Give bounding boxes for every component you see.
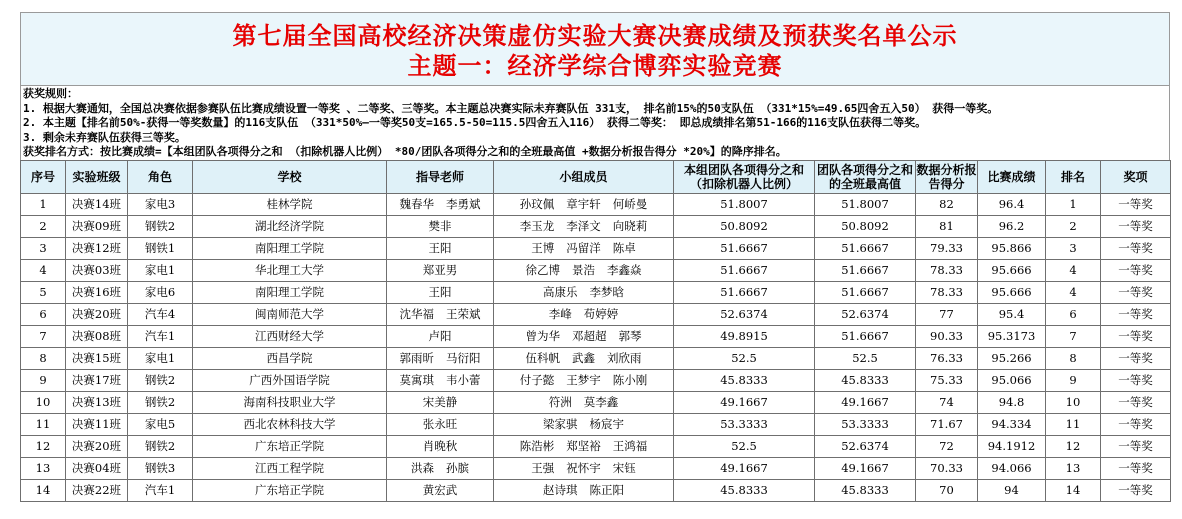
member-name: 宋钰: [612, 461, 636, 475]
member-name: 李梦晗: [589, 285, 624, 299]
table-row[interactable]: [21, 193, 1171, 215]
cell-award[interactable]: 一等奖: [1101, 237, 1171, 259]
cell-award[interactable]: 一等奖: [1101, 413, 1171, 435]
rules-heading: 获奖规则：: [23, 87, 78, 100]
cell-members[interactable]: [494, 479, 674, 501]
cell-report-score[interactable]: 74: [916, 391, 978, 413]
cell-members[interactable]: [494, 457, 674, 479]
member-name: 伍科帆: [525, 351, 560, 365]
teacher-name: 王阳: [428, 285, 452, 299]
cell-total[interactable]: 94.8: [978, 391, 1046, 413]
cell-class[interactable]: 决赛11班: [66, 413, 128, 435]
teacher-name: 洪森: [411, 461, 434, 475]
cell-no[interactable]: 9: [21, 369, 66, 391]
cell-role[interactable]: 家电6: [128, 281, 193, 303]
cell-total[interactable]: 95.266: [978, 347, 1046, 369]
cell-class[interactable]: 决赛08班: [66, 325, 128, 347]
cell-members[interactable]: [494, 391, 674, 413]
cell-teachers[interactable]: [387, 369, 494, 391]
cell-school[interactable]: 南阳理工学院: [193, 237, 387, 259]
cell-rank[interactable]: 1: [1046, 193, 1101, 215]
cell-award[interactable]: 一等奖: [1101, 281, 1171, 303]
cell-total[interactable]: 96.2: [978, 215, 1046, 237]
cell-class[interactable]: 决赛09班: [66, 215, 128, 237]
cell-class[interactable]: 决赛13班: [66, 391, 128, 413]
cell-school[interactable]: 西北农林科技大学: [193, 413, 387, 435]
sub-title: 主题一：经济学综合博弈实验竞赛: [407, 52, 783, 80]
cell-teachers[interactable]: [387, 303, 494, 325]
cell-total[interactable]: 95.066: [978, 369, 1046, 391]
table-row[interactable]: [21, 303, 1171, 325]
cell-report-score[interactable]: 75.33: [916, 369, 978, 391]
cell-no[interactable]: 8: [21, 347, 66, 369]
teacher-name: 肖晚秋: [422, 439, 458, 453]
cell-team-score[interactable]: 51.6667: [674, 259, 815, 281]
cell-no[interactable]: 7: [21, 325, 66, 347]
cell-role[interactable]: 钢铁2: [128, 435, 193, 457]
member-name: 向晓莉: [612, 219, 648, 233]
cell-rank[interactable]: 6: [1046, 303, 1101, 325]
member-name: 陈小刚: [612, 373, 648, 387]
teacher-name: 沈华福: [399, 307, 434, 321]
member-name: 李玉龙: [519, 219, 555, 233]
cell-total[interactable]: 95.866: [978, 237, 1046, 259]
table-row[interactable]: [21, 479, 1171, 501]
teacher-name: 魏春华: [399, 197, 434, 211]
table-row[interactable]: [21, 325, 1171, 347]
member-name: 王梦宇: [566, 373, 601, 387]
member-name: 冯留洋: [566, 241, 601, 255]
member-name: 何峤曼: [612, 197, 648, 211]
cell-class[interactable]: 决赛16班: [66, 281, 128, 303]
cell-report-score[interactable]: 70: [916, 479, 978, 501]
cell-no[interactable]: 12: [21, 435, 66, 457]
cell-no[interactable]: 6: [21, 303, 66, 325]
member-name: 邓超超: [572, 329, 607, 343]
cell-class[interactable]: 决赛20班: [66, 435, 128, 457]
member-name: 王博: [531, 241, 555, 255]
cell-members[interactable]: [494, 281, 674, 303]
cell-members[interactable]: [494, 237, 674, 259]
cell-award[interactable]: 一等奖: [1101, 215, 1171, 237]
cell-role[interactable]: 汽车4: [128, 303, 193, 325]
cell-no[interactable]: 10: [21, 391, 66, 413]
cell-total[interactable]: 95.3173: [978, 325, 1046, 347]
cell-class-max[interactable]: 49.1667: [815, 391, 916, 413]
cell-report-score[interactable]: 78.33: [916, 281, 978, 303]
table-row[interactable]: [21, 281, 1171, 303]
cell-report-score[interactable]: 82: [916, 193, 978, 215]
cell-award[interactable]: 一等奖: [1101, 391, 1171, 413]
col-header-role[interactable]: 角色: [128, 160, 193, 193]
cell-report-score[interactable]: 76.33: [916, 347, 978, 369]
col-header-members[interactable]: 小组成员: [494, 160, 674, 193]
cell-members[interactable]: [494, 413, 674, 435]
cell-report-score[interactable]: 90.33: [916, 325, 978, 347]
col-header-school[interactable]: 学校: [193, 160, 387, 193]
cell-role[interactable]: 家电3: [128, 193, 193, 215]
cell-award[interactable]: 一等奖: [1101, 325, 1171, 347]
cell-report-score[interactable]: 79.33: [916, 237, 978, 259]
cell-class-max[interactable]: 51.6667: [815, 281, 916, 303]
cell-class[interactable]: 决赛15班: [66, 347, 128, 369]
cell-school[interactable]: 广东培正学院: [193, 435, 387, 457]
cell-school[interactable]: 西昌学院: [193, 347, 387, 369]
member-name: 郑坚裕: [566, 439, 601, 453]
cell-teachers[interactable]: [387, 391, 494, 413]
table-row[interactable]: [21, 391, 1171, 413]
col-header-class[interactable]: 实验班级: [66, 160, 128, 193]
teacher-name: 宋美静: [422, 395, 458, 409]
teacher-name: 郭雨昕: [399, 351, 434, 365]
cell-teachers[interactable]: [387, 347, 494, 369]
member-name: 苟婷婷: [583, 307, 619, 321]
cell-members[interactable]: [494, 435, 674, 457]
cell-rank[interactable]: 2: [1046, 215, 1101, 237]
member-name: 章宇轩: [566, 197, 601, 211]
member-name: 郭琴: [618, 329, 642, 343]
cell-no[interactable]: 1: [21, 193, 66, 215]
award-rules: [20, 86, 1170, 160]
cell-class-max[interactable]: 52.6374: [815, 435, 916, 457]
cell-award[interactable]: 一等奖: [1101, 347, 1171, 369]
main-title: 第七届全国高校经济决策虚仿实验大赛决赛成绩及预获奖名单公示: [232, 22, 958, 50]
cell-rank[interactable]: 8: [1046, 347, 1101, 369]
cell-class[interactable]: 决赛20班: [66, 303, 128, 325]
col-header-team-score[interactable]: 本组团队各项得分之和（扣除机器人比例）: [674, 160, 815, 193]
cell-class[interactable]: 决赛22班: [66, 479, 128, 501]
cell-members[interactable]: [494, 215, 674, 237]
cell-teachers[interactable]: [387, 325, 494, 347]
cell-role[interactable]: 钢铁1: [128, 237, 193, 259]
member-name: 景浩: [572, 263, 595, 277]
table-row[interactable]: [21, 347, 1171, 369]
results-table: [20, 160, 1171, 502]
cell-class-max[interactable]: 51.6667: [815, 259, 916, 281]
cell-total[interactable]: 95.4: [978, 303, 1046, 325]
member-name: 武鑫: [572, 351, 595, 365]
member-name: 李泽文: [566, 219, 601, 233]
cell-award[interactable]: 一等奖: [1101, 435, 1171, 457]
cell-total[interactable]: 94: [978, 479, 1046, 501]
member-name: 陈正阳: [589, 483, 624, 497]
cell-rank[interactable]: 7: [1046, 325, 1101, 347]
table-row[interactable]: [21, 259, 1171, 281]
cell-school[interactable]: 华北理工大学: [193, 259, 387, 281]
cell-class-max[interactable]: 53.3333: [815, 413, 916, 435]
col-header-total[interactable]: 比赛成绩: [978, 160, 1046, 193]
table-row[interactable]: [21, 215, 1171, 237]
cell-award[interactable]: 一等奖: [1101, 259, 1171, 281]
table-row[interactable]: [21, 457, 1171, 479]
member-name: 高康乐: [543, 285, 578, 299]
cell-class-max[interactable]: 50.8092: [815, 215, 916, 237]
cell-rank[interactable]: 14: [1046, 479, 1101, 501]
cell-members[interactable]: [494, 325, 674, 347]
teacher-name: 黄宏武: [422, 483, 458, 497]
cell-role[interactable]: 汽车1: [128, 479, 193, 501]
rule-line: 2. 本主题【排名前50%-获得一等奖数量】的116支队伍 （331*50%—一等奖50支=165.5-50=115.5四舍五入116） 获得二等奖： 即总成绩排名第51-166的116支队伍获得二等奖。: [23, 116, 927, 129]
cell-members[interactable]: [494, 347, 674, 369]
teacher-name: 莫寓琪: [399, 373, 434, 387]
teacher-name: 王荣斌: [446, 307, 481, 321]
cell-role[interactable]: 汽车1: [128, 325, 193, 347]
cell-rank[interactable]: 13: [1046, 457, 1101, 479]
cell-school[interactable]: 桂林学院: [193, 193, 387, 215]
cell-no[interactable]: 13: [21, 457, 66, 479]
cell-team-score[interactable]: 45.8333: [674, 479, 815, 501]
cell-report-score[interactable]: 70.33: [916, 457, 978, 479]
cell-class[interactable]: 决赛14班: [66, 193, 128, 215]
member-name: 李鑫焱: [607, 263, 642, 277]
cell-class-max[interactable]: 45.8333: [815, 369, 916, 391]
cell-class-max[interactable]: 52.5: [815, 347, 916, 369]
cell-rank[interactable]: 9: [1046, 369, 1101, 391]
cell-no[interactable]: 2: [21, 215, 66, 237]
cell-role[interactable]: 钢铁2: [128, 391, 193, 413]
member-name: 陈卓: [612, 241, 636, 255]
cell-total[interactable]: 96.4: [978, 193, 1046, 215]
rule-line: 3. 剩余未弃赛队伍获得三等奖。: [23, 130, 186, 144]
cell-rank[interactable]: 4: [1046, 281, 1101, 303]
member-name: 徐乙博: [525, 263, 560, 277]
cell-total[interactable]: 94.1912: [978, 435, 1046, 457]
cell-class-max[interactable]: 49.1667: [815, 457, 916, 479]
cell-teachers[interactable]: [387, 457, 494, 479]
member-name: 王强: [531, 461, 555, 475]
cell-members[interactable]: [494, 193, 674, 215]
cell-school[interactable]: 广西外国语学院: [193, 369, 387, 391]
cell-rank[interactable]: 12: [1046, 435, 1101, 457]
cell-teachers[interactable]: [387, 281, 494, 303]
cell-team-score[interactable]: 49.1667: [674, 457, 815, 479]
table-row[interactable]: [21, 369, 1171, 391]
rule-line: 1. 根据大赛通知，全国总决赛依据参赛队伍比赛成绩设置一等奖 、二等奖、三等奖。本主题总决赛实际未弃赛队伍 331支， 排名前15%的50支队伍 （331*15%=49.65四舍五入50） 获得一等奖。: [23, 101, 999, 115]
cell-report-score[interactable]: 81: [916, 215, 978, 237]
teacher-name: 孙膑: [446, 461, 469, 475]
cell-report-score[interactable]: 72: [916, 435, 978, 457]
cell-teachers[interactable]: [387, 193, 494, 215]
member-name: 梁家骐: [543, 417, 578, 431]
cell-teachers[interactable]: [387, 479, 494, 501]
cell-award[interactable]: 一等奖: [1101, 369, 1171, 391]
cell-teachers[interactable]: [387, 215, 494, 237]
member-name: 莫李鑫: [583, 395, 619, 409]
teacher-name: 李勇斌: [446, 197, 481, 211]
cell-class-max[interactable]: 51.6667: [815, 325, 916, 347]
cell-class-max[interactable]: 51.8007: [815, 193, 916, 215]
table-row[interactable]: [21, 413, 1171, 435]
cell-members[interactable]: [494, 259, 674, 281]
member-name: 祝怀宇: [566, 461, 601, 475]
cell-award[interactable]: 一等奖: [1101, 457, 1171, 479]
title-banner: [20, 12, 1170, 86]
cell-school[interactable]: 海南科技职业大学: [193, 391, 387, 413]
cell-class-max[interactable]: 51.6667: [815, 237, 916, 259]
col-header-rank[interactable]: 排名: [1046, 160, 1101, 193]
cell-total[interactable]: 95.666: [978, 259, 1046, 281]
cell-role[interactable]: 钢铁3: [128, 457, 193, 479]
spreadsheet: [20, 12, 1170, 502]
cell-rank[interactable]: 3: [1046, 237, 1101, 259]
cell-role[interactable]: 家电1: [128, 347, 193, 369]
col-header-teachers[interactable]: 指导老师: [387, 160, 494, 193]
col-header-class-max[interactable]: 团队各项得分之和的全班最高值: [815, 160, 916, 193]
cell-role[interactable]: 钢铁2: [128, 369, 193, 391]
member-name: 李峰: [548, 307, 572, 321]
cell-report-score[interactable]: 71.67: [916, 413, 978, 435]
cell-award[interactable]: 一等奖: [1101, 193, 1171, 215]
cell-no[interactable]: 5: [21, 281, 66, 303]
cell-team-score[interactable]: 52.5: [674, 435, 815, 457]
cell-award[interactable]: 一等奖: [1101, 479, 1171, 501]
cell-class[interactable]: 决赛17班: [66, 369, 128, 391]
cell-role[interactable]: 钢铁2: [128, 215, 193, 237]
teacher-name: 王阳: [428, 241, 452, 255]
header-row: [21, 160, 1171, 193]
cell-school[interactable]: 南阳理工学院: [193, 281, 387, 303]
member-name: 曾为华: [525, 329, 560, 343]
teacher-name: 樊非: [428, 219, 452, 233]
member-name: 王鸿福: [612, 439, 648, 453]
table-row[interactable]: [21, 435, 1171, 457]
cell-team-score[interactable]: 52.6374: [674, 303, 815, 325]
cell-rank[interactable]: 11: [1046, 413, 1101, 435]
member-name: 孙玟佩: [519, 197, 555, 211]
cell-members[interactable]: [494, 303, 674, 325]
cell-school[interactable]: 江西工程学院: [193, 457, 387, 479]
cell-report-score[interactable]: 77: [916, 303, 978, 325]
member-name: 刘欣雨: [607, 351, 642, 365]
cell-teachers[interactable]: [387, 259, 494, 281]
cell-school[interactable]: 广东培正学院: [193, 479, 387, 501]
cell-teachers[interactable]: [387, 413, 494, 435]
cell-team-score[interactable]: 50.8092: [674, 215, 815, 237]
cell-total[interactable]: 94.066: [978, 457, 1046, 479]
teacher-name: 韦小蕾: [446, 373, 481, 387]
cell-class[interactable]: 决赛04班: [66, 457, 128, 479]
ranking-method: 获奖排名方式：按比赛成绩=【本组团队各项得分之和 （扣除机器人比例） *80/团队各项得分之和的全班最高值 +数据分析报告得分 *20%】的降序排名。: [23, 145, 787, 158]
cell-team-score[interactable]: 53.3333: [674, 413, 815, 435]
cell-role[interactable]: 家电1: [128, 259, 193, 281]
cell-total[interactable]: 94.334: [978, 413, 1046, 435]
member-name: 杨宸宇: [589, 417, 624, 431]
col-header-award[interactable]: 奖项: [1101, 160, 1171, 193]
cell-no[interactable]: 4: [21, 259, 66, 281]
cell-no[interactable]: 14: [21, 479, 66, 501]
cell-team-score[interactable]: 49.8915: [674, 325, 815, 347]
col-header-report-score[interactable]: 数据分析报告得分: [916, 160, 978, 193]
cell-team-score[interactable]: 51.8007: [674, 193, 815, 215]
member-name: 陈浩彬: [519, 439, 555, 453]
teacher-name: 张永旺: [422, 417, 458, 431]
cell-team-score[interactable]: 52.5: [674, 347, 815, 369]
cell-total[interactable]: 95.666: [978, 281, 1046, 303]
member-name: 赵诗琪: [543, 483, 578, 497]
cell-team-score[interactable]: 49.1667: [674, 391, 815, 413]
cell-class-max[interactable]: 45.8333: [815, 479, 916, 501]
cell-members[interactable]: [494, 369, 674, 391]
cell-role[interactable]: 家电5: [128, 413, 193, 435]
col-header-no[interactable]: 序号: [21, 160, 66, 193]
cell-class[interactable]: 决赛12班: [66, 237, 128, 259]
cell-rank[interactable]: 4: [1046, 259, 1101, 281]
member-name: 符洲: [548, 395, 572, 409]
cell-no[interactable]: 3: [21, 237, 66, 259]
member-name: 付子懿: [519, 373, 555, 387]
cell-rank[interactable]: 10: [1046, 391, 1101, 413]
teacher-name: 马衍阳: [446, 351, 481, 365]
cell-class-max[interactable]: 52.6374: [815, 303, 916, 325]
cell-teachers[interactable]: [387, 237, 494, 259]
cell-award[interactable]: 一等奖: [1101, 303, 1171, 325]
teacher-name: 郑亚男: [422, 263, 458, 277]
table-row[interactable]: [21, 237, 1171, 259]
cell-class[interactable]: 决赛03班: [66, 259, 128, 281]
cell-team-score[interactable]: 51.6667: [674, 281, 815, 303]
cell-school[interactable]: 闽南师范大学: [193, 303, 387, 325]
cell-school[interactable]: 湖北经济学院: [193, 215, 387, 237]
teacher-name: 卢阳: [428, 329, 452, 343]
cell-team-score[interactable]: 45.8333: [674, 369, 815, 391]
cell-teachers[interactable]: [387, 435, 494, 457]
cell-report-score[interactable]: 78.33: [916, 259, 978, 281]
cell-no[interactable]: 11: [21, 413, 66, 435]
cell-team-score[interactable]: 51.6667: [674, 237, 815, 259]
cell-school[interactable]: 江西财经大学: [193, 325, 387, 347]
